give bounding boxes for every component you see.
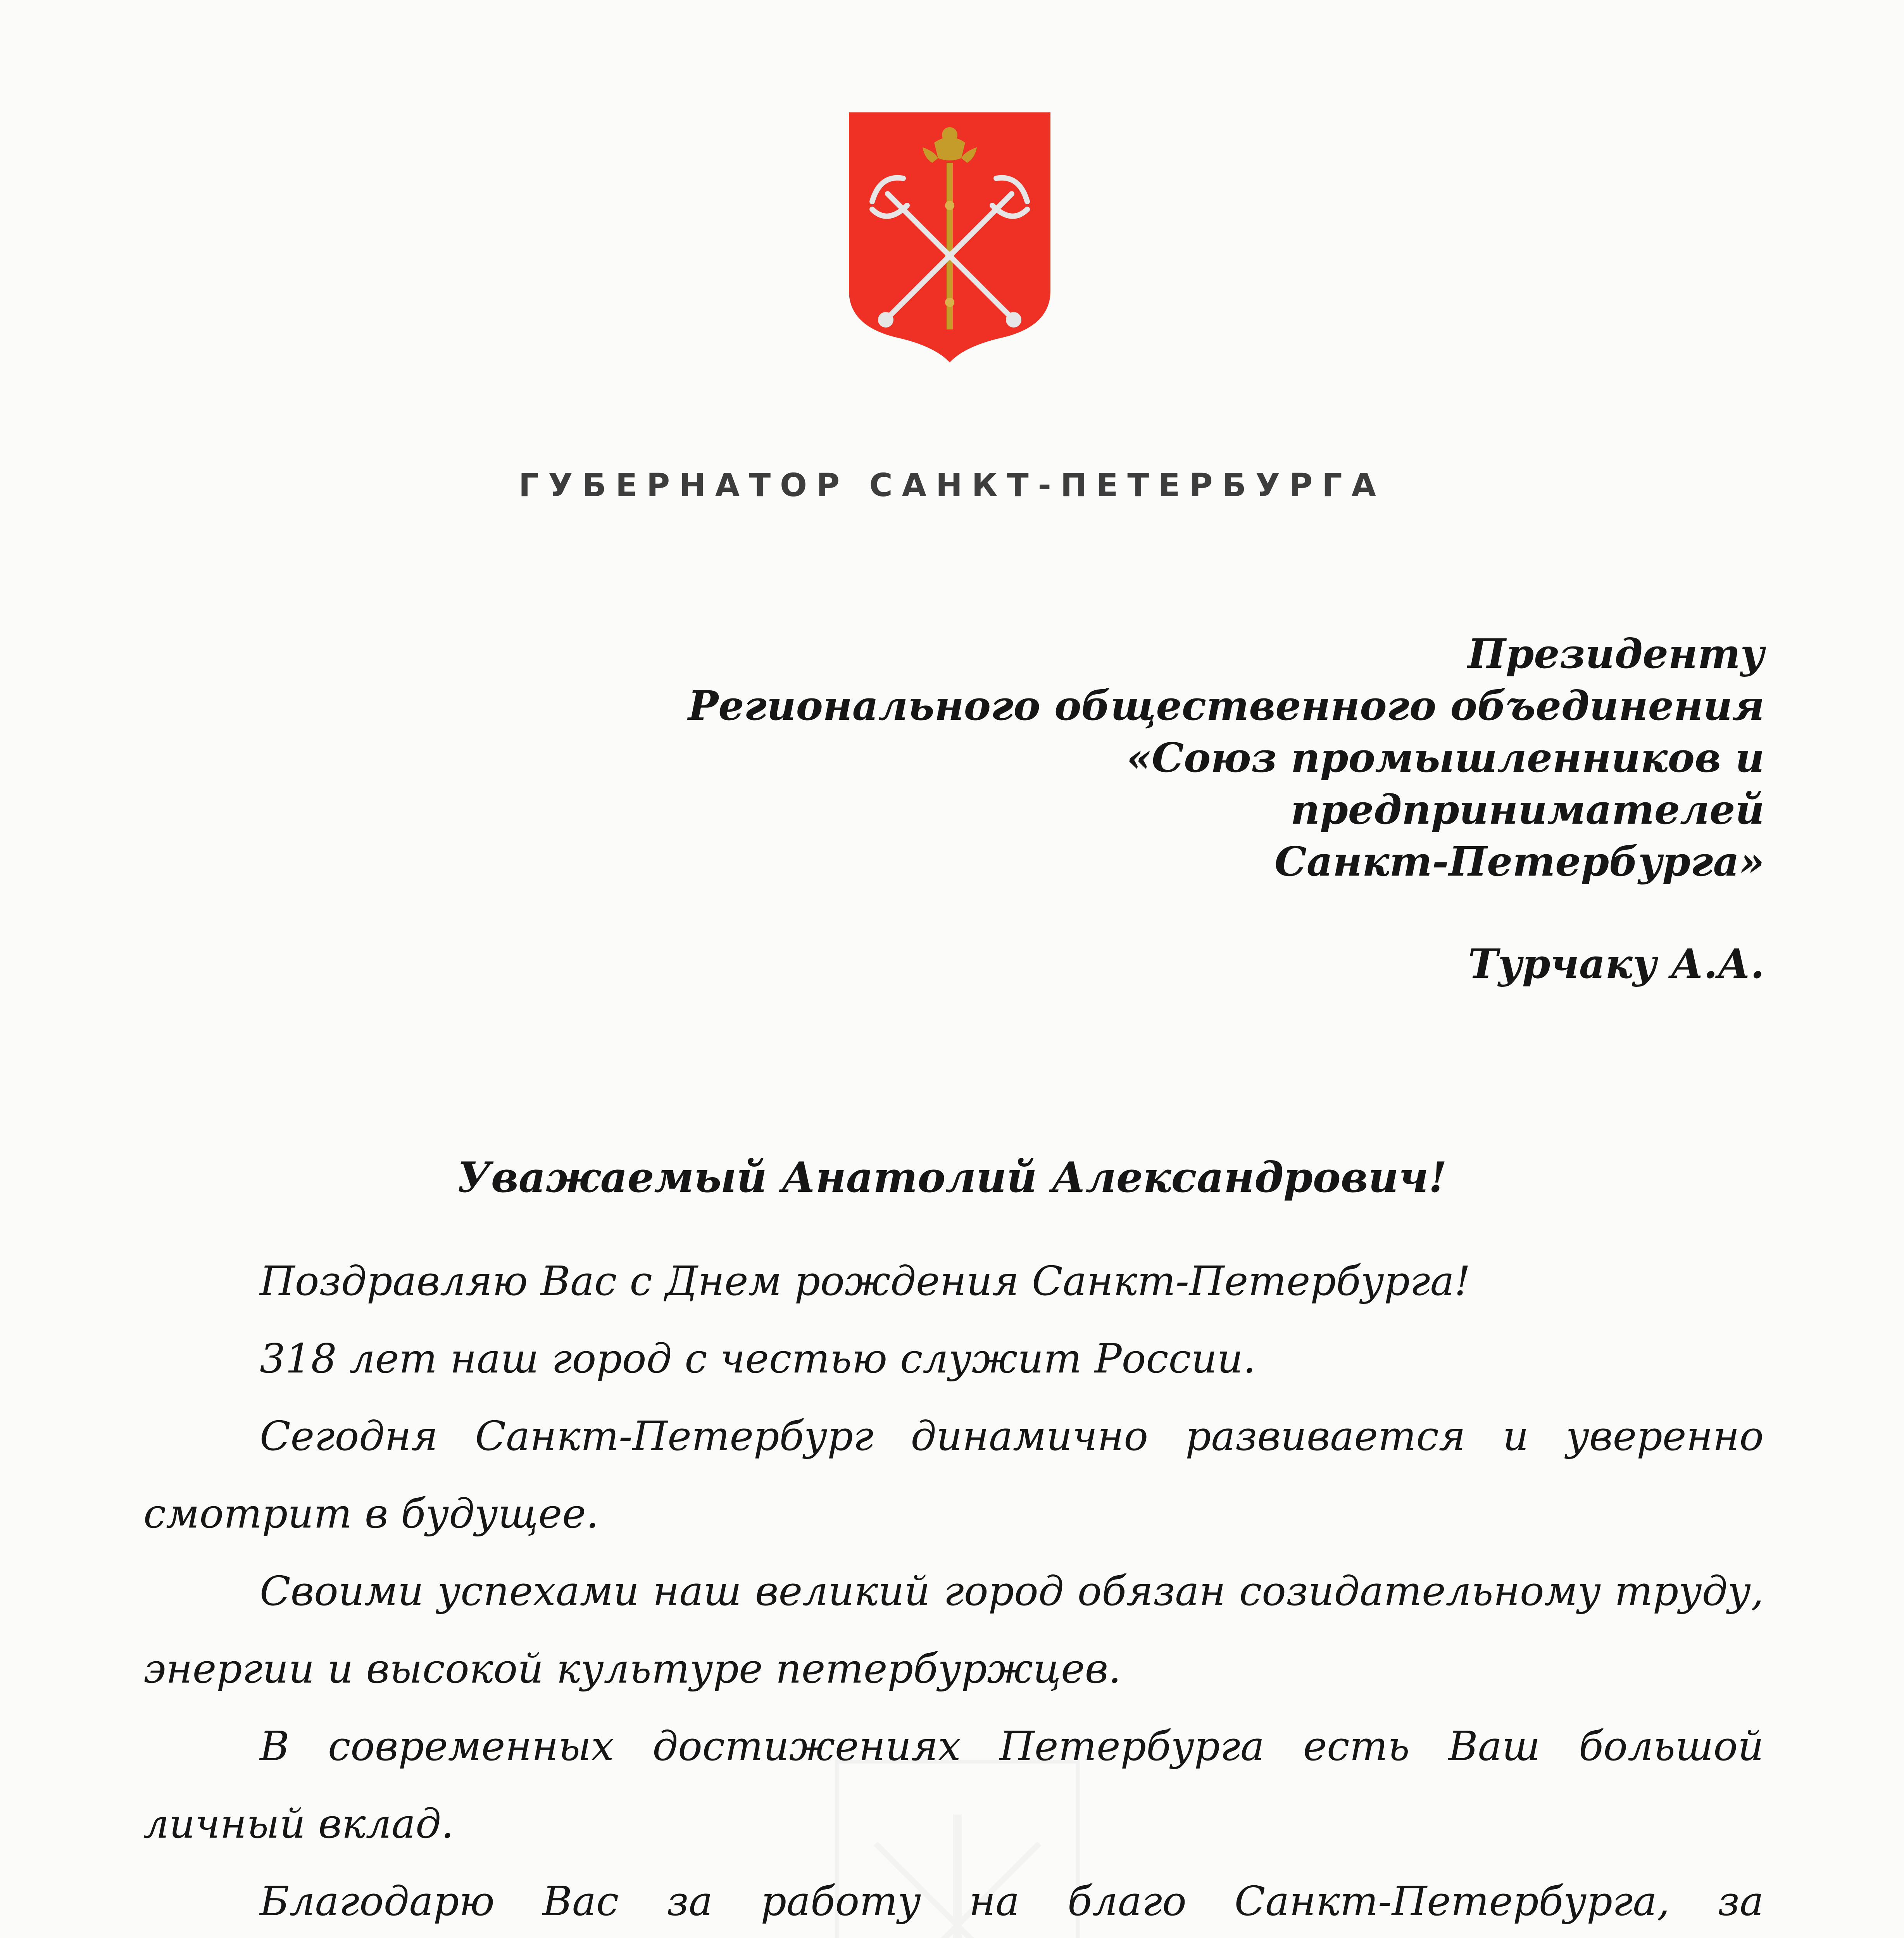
body-paragraph: В современных достижениях Петербурга есть Ваш большой личный вклад. [143,1722,1764,1847]
letterhead-title: ГУБЕРНАТОР САНКТ-ПЕТЕРБУРГА [519,467,1385,504]
addressee-line: Санкт-Петербурга» [1275,838,1764,885]
addressee-name: Турчаку А.А. [1468,940,1764,988]
letter-body [143,1242,1764,1938]
body-paragraph: Своими успехами наш великий город обязан созидательному труду, энергии и высокой культуре петербуржцев. [143,1567,1764,1692]
salutation: Уважаемый Анатолий Александрович! [457,1153,1447,1202]
body-paragraph: 318 лет наш город с честью служит России. [260,1335,1256,1382]
addressee-line: Регионального общественного объединения [688,682,1764,729]
body-paragraph: Сегодня Санкт-Петербург динамично развивается и уверенно смотрит в будущее. [143,1412,1764,1537]
body-paragraph: Благодарю Вас за работу на благо Санкт-Петербурга, за [260,1878,1764,1925]
body-paragraph: Поздравляю Вас с Днем рождения Санкт-Петербурга! [260,1257,1471,1305]
addressee-line: Президенту [1468,630,1764,678]
addressee-line: «Союз промышленников и предпринимателей [1126,734,1764,833]
coat-of-arms-icon [845,109,1054,364]
addressee-block [640,628,1764,990]
